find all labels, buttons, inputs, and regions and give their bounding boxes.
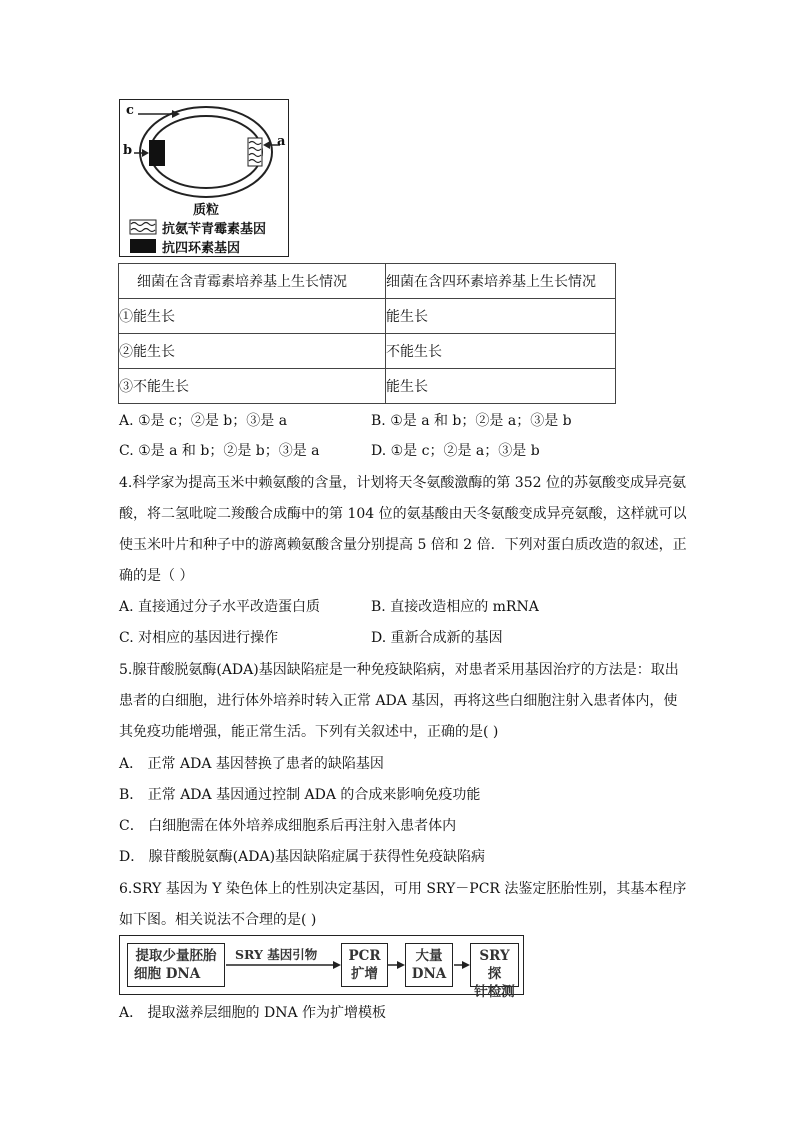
q4-option-b: B. 直接改造相应的 mRNA [371,599,539,615]
q6-option-a: A． 提取滋养层细胞的 DNA 作为扩增模板 [119,1005,387,1021]
q4-option-d: D. 重新合成新的基因 [371,630,503,646]
table-row [119,334,616,369]
flow-box-text: 扩增 [351,966,378,982]
plasmid-label-c: c [126,103,134,118]
growth-table [118,263,616,404]
q5-option-a: A． 正常 ADA 基因替换了患者的缺陷基因 [119,756,384,772]
plasmid-label-a: a [277,134,286,149]
legend-ampicillin-text: 抗氨苄青霉素基因 [162,222,267,237]
q5-line-1: 5.腺苷酸脱氨酶(ADA)基因缺陷症是一种免疫缺陷病，对患者采用基因治疗的方法是：取出 [119,662,679,678]
plasmid-figure [119,99,289,257]
flow-box-probe [470,943,519,1000]
plasmid-caption: 质粒 [193,203,220,218]
flow-box-text: 针检测 [474,984,515,1000]
q3-option-c: C. ①是 a 和 b；②是 b；③是 a [119,443,320,459]
flow-arrow-label: SRY 基因引物 [235,947,318,962]
flow-box-text: DNA [411,966,447,982]
table-cell: 能生长 [386,299,616,334]
q4-option-c: C. 对相应的基因进行操作 [119,630,279,646]
table-cell: ②能生长 [119,334,386,369]
q4-line-4: 确的是（ ） [119,568,194,584]
table-header-cell: 细菌在含四环素培养基上生长情况 [386,264,616,299]
flow-box-text: 细胞 DNA [134,966,201,982]
plasmid-inner-ring [150,116,262,188]
flow-box-text: SRY 探 [479,948,510,982]
flow-box-text: 大量 [415,948,443,964]
flow-box-dna [405,943,453,987]
table-cell: 不能生长 [386,334,616,369]
arrow-a-head [263,141,270,149]
arrow-b-head [142,149,149,157]
q6-line-1: 6.SRY 基因为 Y 染色体上的性别决定基因，可用 SRY－PCR 法鉴定胚胎性别，其基本程序 [119,881,687,897]
arrow-right-icon [333,961,341,969]
table-header-cell: 细菌在含青霉素培养基上生长情况 [119,264,386,299]
flow-box-extract-dna [127,943,225,987]
q3-option-b: B. ①是 a 和 b；②是 a；③是 b [371,413,572,429]
solid-black-square-icon [130,239,156,253]
q4-line-1: 4.科学家为提高玉米中赖氨酸的含量，计划将天冬氨酸激酶的第 352 位的苏氨酸变成异亮氨 [119,475,686,491]
tetracycline-gene-block [149,140,165,166]
sry-pcr-flow-diagram [119,935,524,1000]
arrow-right-icon [462,961,470,969]
table-cell: ③不能生长 [119,369,386,404]
q5-option-c: C． 白细胞需在体外培养成细胞系后再注射入患者体内 [119,818,457,834]
q5-option-b: B． 正常 ADA 基因通过控制 ADA 的合成来影响免疫功能 [119,787,481,803]
arrow-right-icon [397,961,405,969]
q4-line-2: 酸，将二氢吡啶二羧酸合成酶中的第 104 位的氨基酸由天冬氨酸变成异亮氨酸，这样就可以 [119,506,687,522]
flow-box-pcr [341,943,388,987]
q3-option-a: A. ①是 c；②是 b；③是 a [119,413,288,429]
flow-box-text: 提取少量胚胎 [135,948,217,964]
table-cell: 能生长 [386,369,616,404]
q5-line-3: 其免疫功能增强，能正常生活。下列有关叙述中，正确的是( ) [119,724,499,740]
q5-line-2: 患者的白细胞，进行体外培养时转入正常 ADA 基因，再将这些白细胞注射入患者体内，使 [119,693,678,709]
table-row [119,299,616,334]
plasmid-label-b: b [123,143,133,158]
q6-line-2: 如下图。相关说法不合理的是( ) [119,912,317,928]
legend-tetracycline-text: 抗四环素基因 [162,241,241,256]
q4-option-a: A. 直接通过分子水平改造蛋白质 [119,599,321,615]
flow-box-text: PCR [348,948,381,964]
q4-line-3: 使玉米叶片和种子中的游离赖氨酸含量分别提高 5 倍和 2 倍．下列对蛋白质改造的叙述，正 [119,537,687,553]
q3-option-d: D. ①是 c；②是 a；③是 b [371,443,540,459]
table-row [119,369,616,404]
table-header-row [119,264,616,299]
table-cell: ①能生长 [119,299,386,334]
q5-option-d: D． 腺苷酸脱氨酶(ADA)基因缺陷症属于获得性免疫缺陷病 [119,849,486,865]
